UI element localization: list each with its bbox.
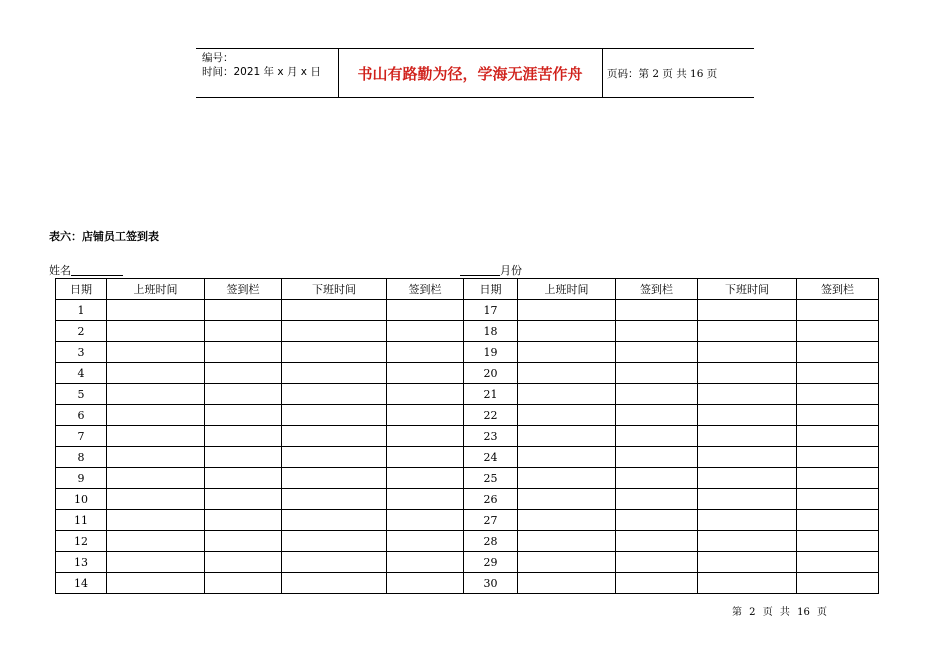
- empty-cell: [387, 321, 464, 342]
- empty-cell: [387, 489, 464, 510]
- month-field: [460, 262, 522, 278]
- empty-cell: [698, 342, 797, 363]
- day-cell: 2: [56, 321, 107, 342]
- empty-cell: [107, 405, 205, 426]
- day-cell: 11: [56, 510, 107, 531]
- header-divider: [602, 49, 603, 97]
- empty-cell: [205, 573, 282, 594]
- empty-cell: [282, 321, 387, 342]
- empty-cell: [205, 405, 282, 426]
- empty-cell: [107, 552, 205, 573]
- empty-cell: [797, 573, 879, 594]
- empty-cell: [107, 300, 205, 321]
- empty-cell: [518, 531, 616, 552]
- empty-cell: [107, 573, 205, 594]
- day-cell: 28: [464, 531, 518, 552]
- day-cell: 27: [464, 510, 518, 531]
- empty-cell: [282, 405, 387, 426]
- table-row: [56, 510, 879, 531]
- empty-cell: [387, 552, 464, 573]
- empty-cell: [616, 321, 698, 342]
- empty-cell: [518, 510, 616, 531]
- empty-cell: [616, 531, 698, 552]
- empty-cell: [282, 363, 387, 384]
- empty-cell: [205, 321, 282, 342]
- col-header: 签到栏: [797, 279, 879, 300]
- col-header: 日期: [464, 279, 518, 300]
- header-row: [56, 279, 879, 300]
- empty-cell: [616, 489, 698, 510]
- empty-cell: [616, 426, 698, 447]
- empty-cell: [282, 384, 387, 405]
- empty-cell: [387, 342, 464, 363]
- empty-cell: [205, 342, 282, 363]
- day-cell: 1: [56, 300, 107, 321]
- empty-cell: [387, 468, 464, 489]
- empty-cell: [616, 363, 698, 384]
- table-row: [56, 342, 879, 363]
- empty-cell: [387, 531, 464, 552]
- empty-cell: [698, 300, 797, 321]
- day-cell: 10: [56, 489, 107, 510]
- empty-cell: [107, 342, 205, 363]
- empty-cell: [205, 468, 282, 489]
- empty-cell: [205, 426, 282, 447]
- empty-cell: [797, 384, 879, 405]
- day-cell: 17: [464, 300, 518, 321]
- empty-cell: [797, 300, 879, 321]
- empty-cell: [107, 489, 205, 510]
- empty-cell: [616, 447, 698, 468]
- empty-cell: [387, 384, 464, 405]
- empty-cell: [616, 552, 698, 573]
- empty-cell: [698, 510, 797, 531]
- day-cell: 24: [464, 447, 518, 468]
- empty-cell: [282, 342, 387, 363]
- table-row: [56, 363, 879, 384]
- day-cell: 8: [56, 447, 107, 468]
- empty-cell: [616, 300, 698, 321]
- month-blank: [460, 263, 500, 276]
- empty-cell: [387, 573, 464, 594]
- empty-cell: [518, 489, 616, 510]
- empty-cell: [518, 321, 616, 342]
- table-row: [56, 384, 879, 405]
- header-motto: 书山有路勤为径，学海无涯苦作舟: [357, 64, 583, 83]
- empty-cell: [797, 468, 879, 489]
- empty-cell: [107, 321, 205, 342]
- empty-cell: [205, 531, 282, 552]
- table-row: [56, 552, 879, 573]
- empty-cell: [205, 363, 282, 384]
- header-code: 编号：: [202, 52, 234, 64]
- col-header: 签到栏: [616, 279, 698, 300]
- empty-cell: [616, 468, 698, 489]
- table-row: [56, 573, 879, 594]
- empty-cell: [616, 342, 698, 363]
- empty-cell: [518, 552, 616, 573]
- day-cell: 19: [464, 342, 518, 363]
- day-cell: 23: [464, 426, 518, 447]
- empty-cell: [518, 384, 616, 405]
- empty-cell: [387, 510, 464, 531]
- empty-cell: [797, 342, 879, 363]
- name-blank: [71, 263, 123, 276]
- header-time: 时间：2021 年 x 月 x 日: [202, 66, 321, 78]
- empty-cell: [616, 510, 698, 531]
- day-cell: 9: [56, 468, 107, 489]
- empty-cell: [698, 531, 797, 552]
- col-header: 日期: [56, 279, 107, 300]
- empty-cell: [107, 447, 205, 468]
- day-cell: 26: [464, 489, 518, 510]
- empty-cell: [698, 573, 797, 594]
- day-cell: 18: [464, 321, 518, 342]
- empty-cell: [205, 489, 282, 510]
- empty-cell: [518, 300, 616, 321]
- name-field: [49, 262, 123, 278]
- empty-cell: [797, 321, 879, 342]
- day-cell: 30: [464, 573, 518, 594]
- empty-cell: [797, 447, 879, 468]
- empty-cell: [698, 363, 797, 384]
- col-header: 上班时间: [107, 279, 205, 300]
- table-title: 表六：店铺员工签到表: [49, 230, 159, 243]
- header-page-number: 页码：第 2 页 共 16 页: [607, 68, 718, 80]
- empty-cell: [518, 447, 616, 468]
- empty-cell: [797, 363, 879, 384]
- empty-cell: [616, 573, 698, 594]
- day-cell: 21: [464, 384, 518, 405]
- day-cell: 12: [56, 531, 107, 552]
- day-cell: 20: [464, 363, 518, 384]
- empty-cell: [282, 489, 387, 510]
- day-cell: 5: [56, 384, 107, 405]
- page-footer: 第 2 页 共 16 页: [732, 607, 827, 618]
- empty-cell: [205, 510, 282, 531]
- table-row: [56, 468, 879, 489]
- day-cell: 13: [56, 552, 107, 573]
- empty-cell: [205, 552, 282, 573]
- empty-cell: [205, 384, 282, 405]
- empty-cell: [205, 300, 282, 321]
- empty-cell: [797, 489, 879, 510]
- empty-cell: [107, 384, 205, 405]
- empty-cell: [797, 405, 879, 426]
- attendance-table: [55, 278, 879, 594]
- empty-cell: [107, 468, 205, 489]
- empty-cell: [387, 426, 464, 447]
- empty-cell: [698, 489, 797, 510]
- empty-cell: [698, 384, 797, 405]
- empty-cell: [107, 531, 205, 552]
- month-label: 月份: [500, 264, 522, 277]
- empty-cell: [797, 510, 879, 531]
- page-header: [196, 48, 754, 98]
- day-cell: 25: [464, 468, 518, 489]
- empty-cell: [518, 426, 616, 447]
- empty-cell: [282, 510, 387, 531]
- day-cell: 7: [56, 426, 107, 447]
- empty-cell: [387, 447, 464, 468]
- empty-cell: [387, 300, 464, 321]
- day-cell: 14: [56, 573, 107, 594]
- col-header: 上班时间: [518, 279, 616, 300]
- empty-cell: [518, 363, 616, 384]
- empty-cell: [616, 384, 698, 405]
- empty-cell: [282, 468, 387, 489]
- empty-cell: [698, 447, 797, 468]
- empty-cell: [698, 468, 797, 489]
- day-cell: 3: [56, 342, 107, 363]
- col-header: 下班时间: [282, 279, 387, 300]
- day-cell: 6: [56, 405, 107, 426]
- empty-cell: [387, 363, 464, 384]
- table-row: [56, 405, 879, 426]
- empty-cell: [107, 363, 205, 384]
- empty-cell: [698, 321, 797, 342]
- empty-cell: [282, 447, 387, 468]
- empty-cell: [698, 426, 797, 447]
- table-row: [56, 447, 879, 468]
- col-header: 下班时间: [698, 279, 797, 300]
- empty-cell: [698, 552, 797, 573]
- empty-cell: [387, 405, 464, 426]
- name-label: 姓名: [49, 264, 71, 277]
- table-row: [56, 300, 879, 321]
- empty-cell: [282, 426, 387, 447]
- col-header: 签到栏: [205, 279, 282, 300]
- table-row: [56, 489, 879, 510]
- empty-cell: [797, 426, 879, 447]
- empty-cell: [518, 468, 616, 489]
- day-cell: 4: [56, 363, 107, 384]
- empty-cell: [282, 573, 387, 594]
- header-meta: [202, 51, 321, 79]
- empty-cell: [698, 405, 797, 426]
- empty-cell: [518, 405, 616, 426]
- empty-cell: [107, 510, 205, 531]
- table-row: [56, 426, 879, 447]
- day-cell: 22: [464, 405, 518, 426]
- empty-cell: [616, 405, 698, 426]
- empty-cell: [282, 300, 387, 321]
- col-header: 签到栏: [387, 279, 464, 300]
- empty-cell: [282, 552, 387, 573]
- table-row: [56, 531, 879, 552]
- day-cell: 29: [464, 552, 518, 573]
- empty-cell: [797, 531, 879, 552]
- empty-cell: [518, 573, 616, 594]
- empty-cell: [282, 531, 387, 552]
- empty-cell: [107, 426, 205, 447]
- empty-cell: [205, 447, 282, 468]
- table-row: [56, 321, 879, 342]
- empty-cell: [518, 342, 616, 363]
- empty-cell: [797, 552, 879, 573]
